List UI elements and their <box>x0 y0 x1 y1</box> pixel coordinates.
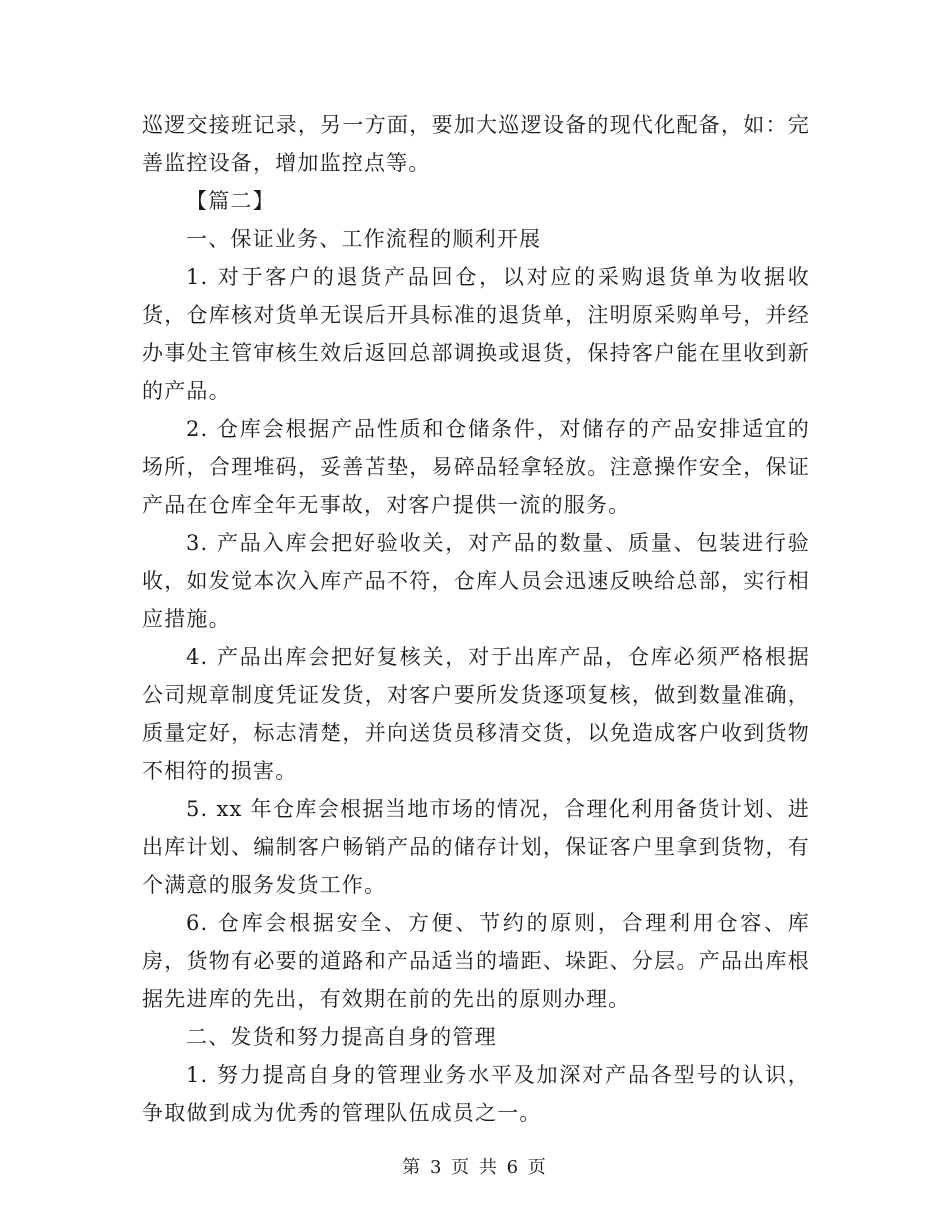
heading-management: 二、发货和努力提高自身的管理 <box>186 1025 497 1049</box>
paragraph-item-6: 6. 仓库会根据安全、方便、节约的原则，合理利用仓容、库房，货物有必要的道路和产品适当的墙距、垛距、分层。产品出库根据先进库的先出，有效期在前的先出的原则办理。 <box>142 911 810 1011</box>
document-body <box>142 106 810 1132</box>
paragraph-management-item-1: 1. 努力提高自身的管理业务水平及加深对产品各型号的认识，争取做到成为优秀的管理队伍成员之一。 <box>142 1063 810 1125</box>
section-heading-part-two: 【篇二】 <box>186 189 275 213</box>
paragraph-continuation: 巡逻交接班记录，另一方面，要加大巡逻设备的现代化配备，如：完善监控设备，增加监控点等。 <box>142 113 810 175</box>
paragraph-item-3: 3. 产品入库会把好验收关，对产品的数量、质量、包装进行验收，如发觉本次入库产品不符，仓库人员会迅速反映给总部，实行相应措施。 <box>142 531 810 631</box>
paragraph-item-4: 4. 产品出库会把好复核关，对于出库产品，仓库必须严格根据公司规章制度凭证发货，对客户要所发货逐项复核，做到数量准确，质量定好，标志清楚，并向送货员移清交货，以免造成客户收到货物不相符的损害。 <box>142 645 810 783</box>
heading-workflow: 一、保证业务、工作流程的顺利开展 <box>186 227 542 251</box>
paragraph-item-2: 2. 仓库会根据产品性质和仓储条件，对储存的产品安排适宜的场所，合理堆码，妥善苫垫，易碎品轻拿轻放。注意操作安全，保证产品在仓库全年无事故，对客户提供一流的服务。 <box>142 417 810 517</box>
paragraph-item-5: 5. xx 年仓库会根据当地市场的情况，合理化利用备货计划、进出库计划、编制客户畅销产品的储存计划，保证客户里拿到货物，有个满意的服务发货工作。 <box>142 797 810 897</box>
page-number-footer: 第 3 页 共 6 页 <box>402 1157 548 1178</box>
paragraph-item-1: 1. 对于客户的退货产品回仓，以对应的采购退货单为收据收货，仓库核对货单无误后开具标准的退货单，注明原采购单号，并经办事处主管审核生效后返回总部调换或退货，保持客户能在里收到新的产品。 <box>142 265 810 403</box>
